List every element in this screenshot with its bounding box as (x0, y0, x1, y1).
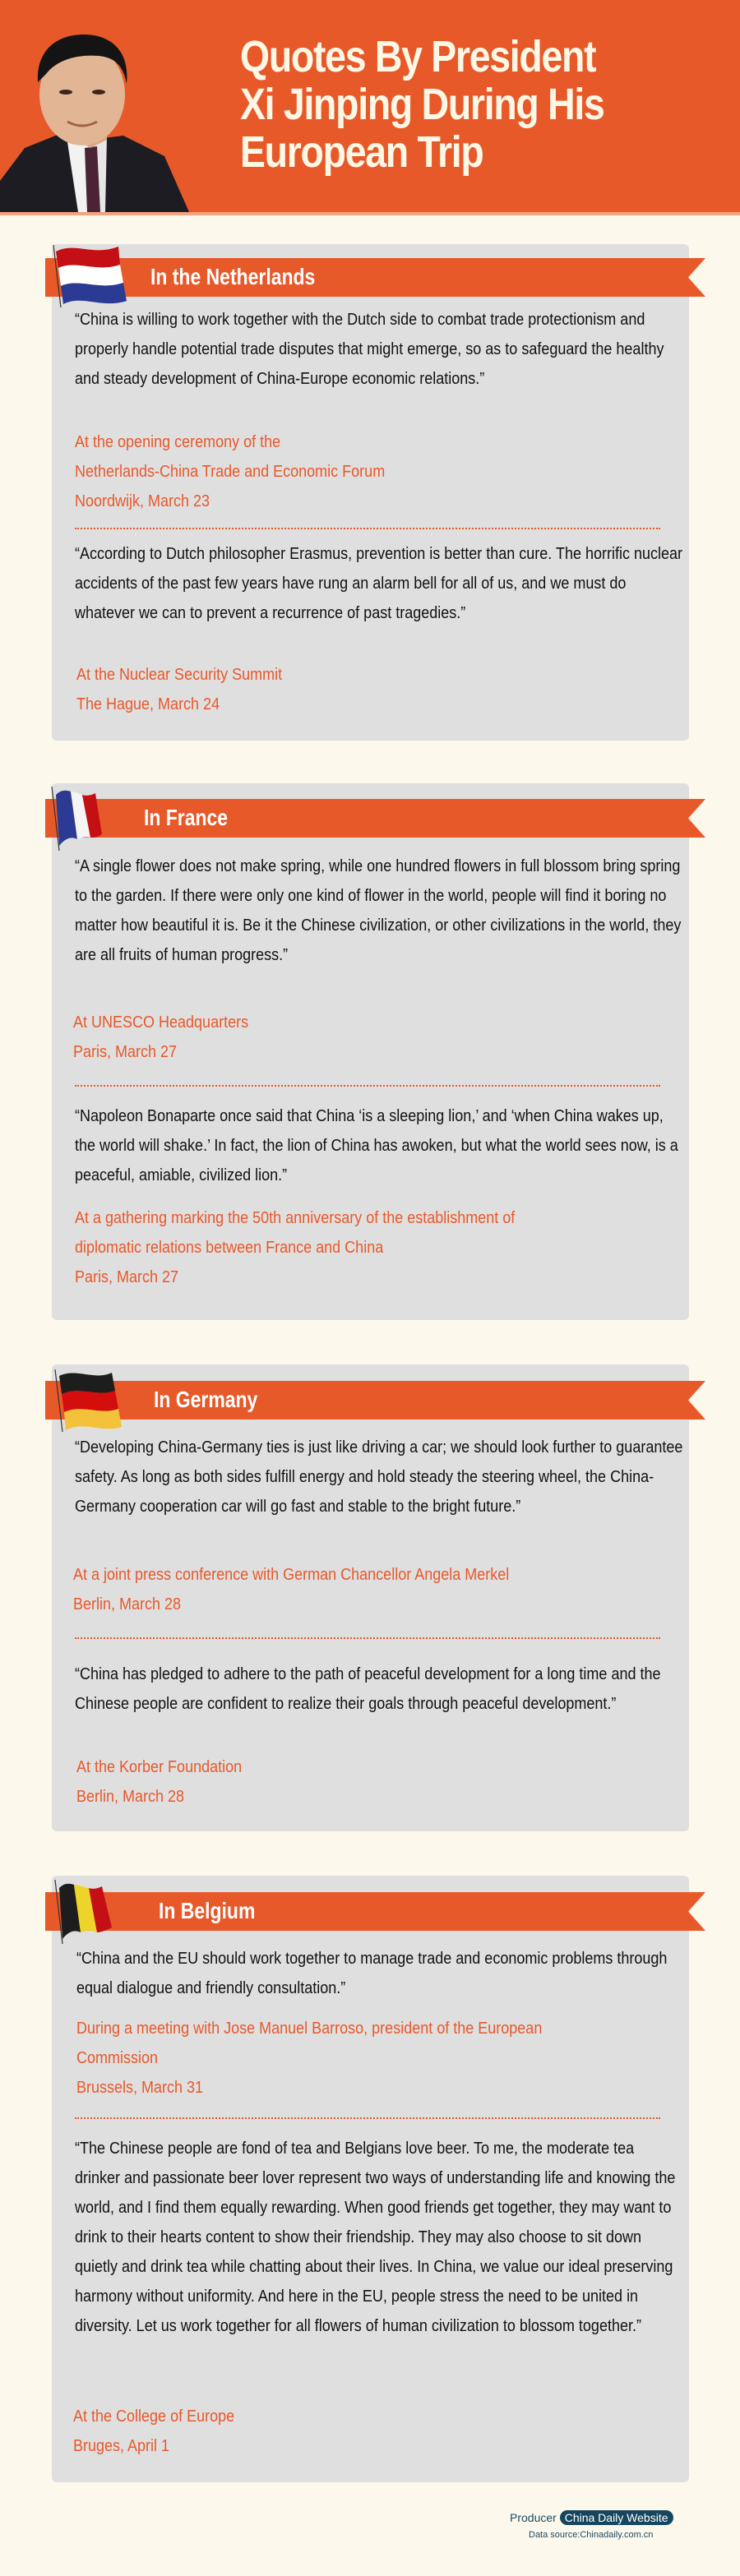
quote-text: “According to Dutch philosopher Erasmus, prevention is better than cure. The horrific nuclear accidents of the past few years have rung an alarm bell for all of us, and we must do whatever we can to prevent a recurrence of past tragedies.” (75, 545, 683, 622)
source-line: At the College of Europe (73, 2407, 235, 2426)
portrait-image (0, 16, 197, 212)
quote-divider (75, 1637, 660, 1639)
source-line: At the Korber Foundation (76, 1758, 243, 1776)
quote-divider (75, 1085, 660, 1087)
title-line-2: Xi Jinping During His (240, 80, 604, 129)
section-title: In Belgium (159, 1898, 256, 1923)
source-line: Commission (76, 2049, 159, 2067)
quote-source (76, 2014, 685, 2103)
quote-source (73, 2402, 682, 2461)
source-line: Netherlands-China Trade and Economic Forum (75, 463, 386, 481)
source-line: The Hague, March 24 (76, 695, 220, 713)
section-ribbon-netherlands (45, 258, 705, 297)
quote-text: “China and the EU should work together to manage trade and economic problems through equal dialogue and friendly consultation.” (76, 1950, 668, 1997)
source-line: Paris, March 27 (75, 1268, 179, 1286)
section-title: In France (144, 805, 229, 830)
source-line: Brussels, March 31 (76, 2079, 204, 2097)
source-line: Noordwijk, March 23 (75, 492, 210, 510)
quote-divider (75, 2117, 660, 2119)
source-line: At a joint press conference with German Chancellor Angela Merkel (73, 1566, 510, 1584)
quote-text: “A single flower does not make spring, while one hundred flowers in full blossom bring spring to the garden. If there were only one kind of flower in the world, people will find it boring no matter how beautiful it is. Be it the Chinese civilization, or other civilizations in the world, they are all fruits of human progress.” (75, 857, 682, 964)
title-line-3: European Trip (240, 127, 483, 177)
section-title: In Germany (154, 1387, 258, 1412)
producer-name-badge: China Daily Website (560, 2510, 673, 2525)
producer-label: Producer (510, 2511, 557, 2524)
source-line: At the Nuclear Security Summit (76, 666, 283, 684)
quote-text: “Napoleon Bonaparte once said that China ‘is a sleeping lion,’ and ‘when China wakes up, the world will shake.’ In fact, the lion of China has awoken, but what the world sees now, is a peaceful, amiable, civilized lion.” (75, 1107, 678, 1184)
quote-source (73, 1008, 682, 1067)
germany-flag-icon (53, 1366, 135, 1439)
source-line: Berlin, March 28 (76, 1788, 185, 1806)
quote-divider (75, 528, 660, 529)
source-line: Paris, March 27 (73, 1043, 178, 1061)
belgium-flag-icon (53, 1878, 135, 1951)
source-line: Berlin, March 28 (73, 1595, 182, 1613)
header-divider (0, 212, 740, 215)
source-line: At a gathering marking the 50th anniversary of the establishment of (75, 1209, 516, 1227)
section-title: In the Netherlands (150, 264, 316, 289)
france-flag-icon (49, 785, 123, 858)
section-ribbon-belgium (45, 1892, 705, 1931)
header-banner (0, 0, 740, 212)
quote-text: “China is willing to work together with the Dutch side to combat trade protectionism and properly handle potential trade disputes that might emerge, so as to safeguard the healthy and steady development of China-Europe economic relations.” (75, 311, 664, 388)
section-ribbon-germany (45, 1381, 705, 1420)
source-line: diplomatic relations between France and China (75, 1239, 384, 1257)
page-title (240, 33, 650, 176)
quote-text: “China has pledged to adhere to the path of peaceful development for a long time and the Chinese people are confident to realize their goals through peaceful development.” (75, 1665, 661, 1713)
source-line: During a meeting with Jose Manuel Barroso, president of the European (76, 2020, 543, 2038)
title-line-1: Quotes By President (240, 32, 596, 81)
quote-source (75, 1203, 683, 1292)
footer-producer (510, 2510, 673, 2525)
quote-text: “Developing China-Germany ties is just like driving a car; we should look further to guarantee safety. As long as both sides fulfill energy and hold steady the steering wheel, the China-Germany cooperation car will go fast and stable to the bright future.” (75, 1438, 683, 1516)
section-ribbon-france (45, 799, 705, 838)
quote-source (76, 660, 685, 719)
quote-text: “The Chinese people are fond of tea and Belgians love beer. To me, the moderate tea drinker and passionate beer lover represent two ways of understanding life and knowing the world, and I find them equally rewarding. When good friends get together, they may want to drink to their hearts content to show their friendship. They may also choose to sit down quietly and drink tea while chatting about their lives. In China, we value our ideal preserving harmony without uniformity. And here in the EU, people stress the need to be united in diversity. Let us work together for all flowers of human civilization to blossom together.” (75, 2140, 676, 2335)
source-line: Bruges, April 1 (73, 2437, 170, 2455)
quote-source (76, 1752, 685, 1812)
quote-source (75, 427, 683, 516)
quote-source (73, 1560, 682, 1619)
data-source: Data source:Chinadaily.com.cn (529, 2530, 654, 2540)
source-line: At the opening ceremony of the (75, 433, 281, 451)
source-line: At UNESCO Headquarters (73, 1013, 249, 1032)
netherlands-flag-icon (51, 242, 133, 315)
